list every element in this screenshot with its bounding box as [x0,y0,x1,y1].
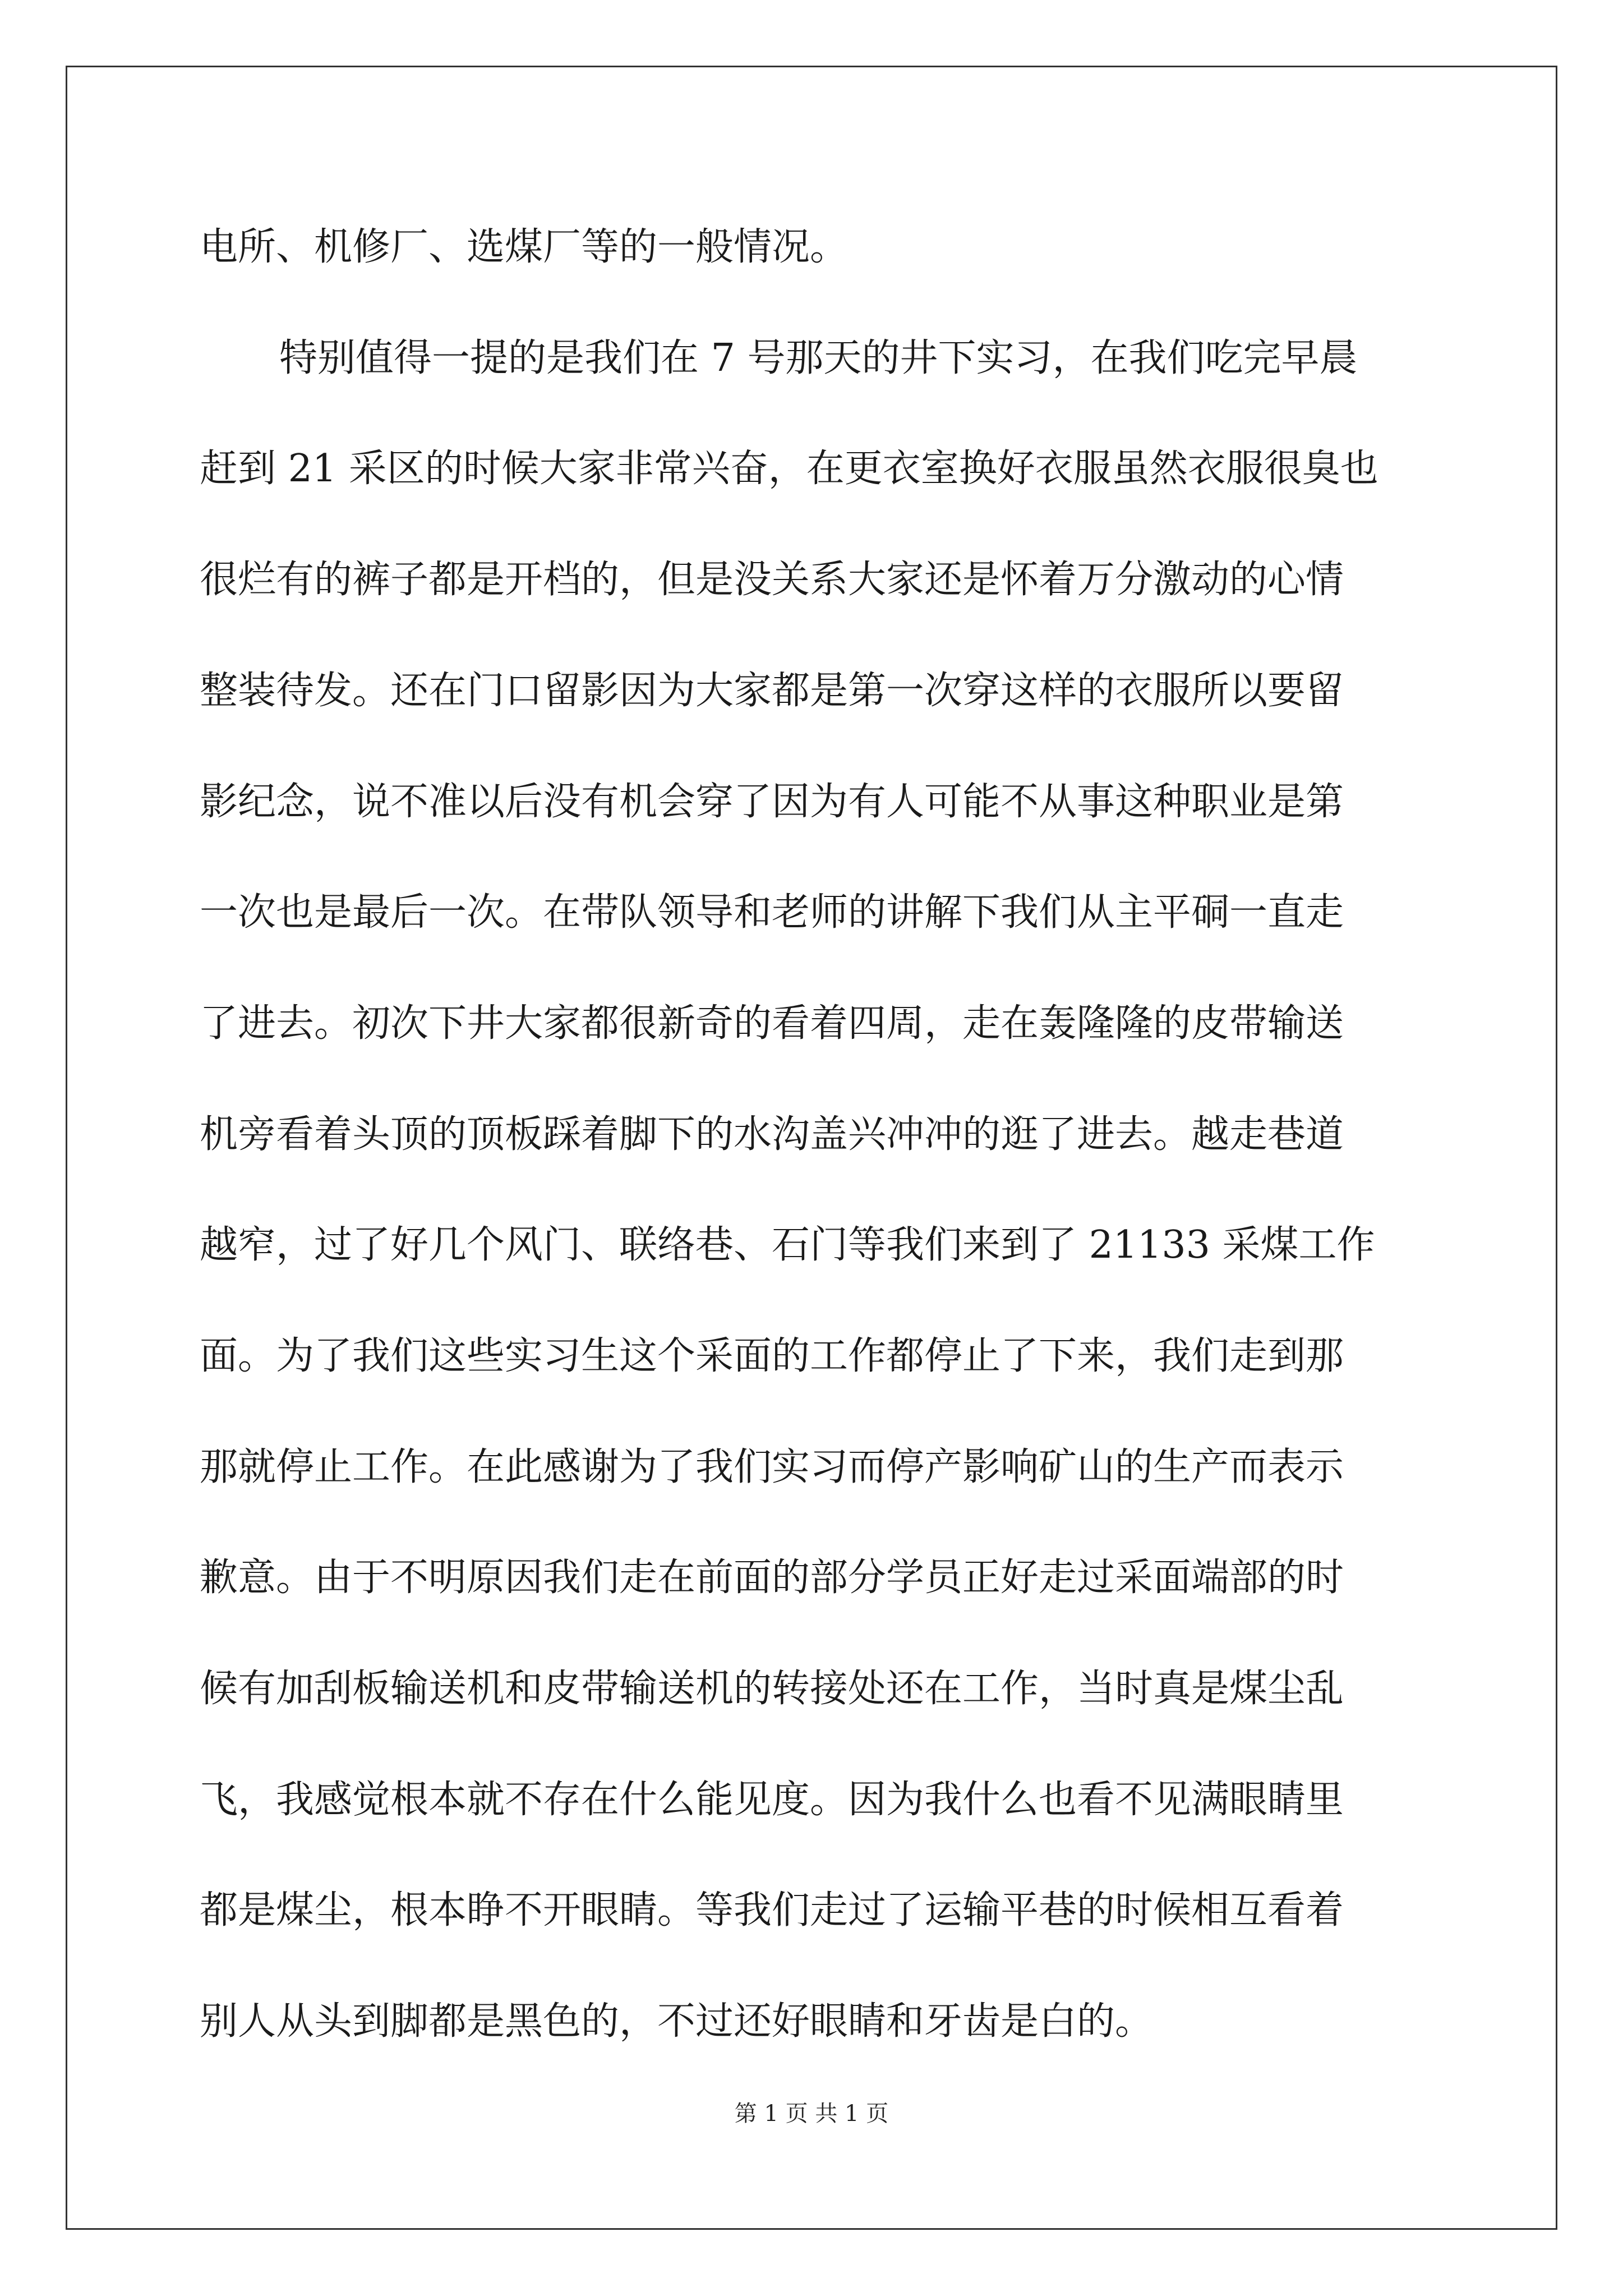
text-line: 都是煤尘，根本睁不开眼睛。等我们走过了运输平巷的时候相互看着 [200,1888,1344,1932]
text-line: 别人从头到脚都是黑色的，不过还好眼睛和牙齿是白的。 [200,1999,1154,2044]
text-line: 赶到 21 采区的时候大家非常兴奋，在更衣室换好衣服虽然衣服很臭也 [200,447,1378,491]
text-line: 面。为了我们这些实习生这个采面的工作都停止了下来，我们走到那 [200,1334,1344,1378]
text-line: 歉意。由于不明原因我们走在前面的部分学员正好走过采面端部的时 [200,1556,1344,1600]
page-number: 第 1 页 共 1 页 [734,2101,889,2127]
text-line: 整装待发。还在门口留影因为大家都是第一次穿这样的衣服所以要留 [200,669,1344,713]
text-line: 那就停止工作。在此感谢为了我们实习而停产影响矿山的生产而表示 [200,1445,1344,1489]
text-line: 电所、机修厂、选煤厂等的一般情况。 [200,225,849,269]
text-line: 特别值得一提的是我们在 7 号那天的井下实习，在我们吃完早晨 [279,336,1358,380]
text-line: 一次也是最后一次。在带队领导和老师的讲解下我们从主平硐一直走 [200,890,1344,935]
text-line: 影纪念，说不准以后没有机会穿了因为有人可能不从事这种职业是第 [200,780,1344,824]
text-line: 很烂有的裤子都是开档的，但是没关系大家还是怀着万分激动的心情 [200,558,1344,602]
text-line: 候有加刮板输送机和皮带输送机的转接处还在工作，当时真是煤尘乱 [200,1667,1344,1711]
text-line: 飞，我感觉根本就不存在什么能见度。因为我什么也看不见满眼睛里 [200,1778,1344,1822]
text-line: 机旁看着头顶的顶板踩着脚下的水沟盖兴冲冲的逛了进去。越走巷道 [200,1112,1344,1157]
text-line: 了进去。初次下井大家都很新奇的看着四周，走在轰隆隆的皮带输送 [200,1001,1344,1046]
text-line: 越窄，过了好几个风门、联络巷、石门等我们来到了 21133 采煤工作 [200,1223,1375,1267]
